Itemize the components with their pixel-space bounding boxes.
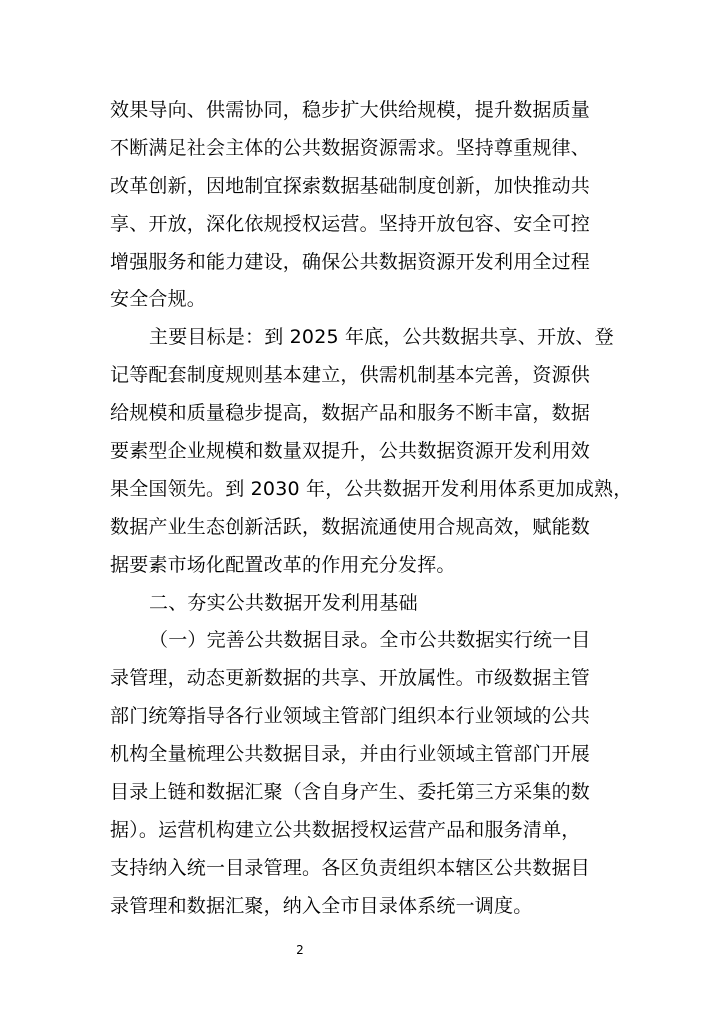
text-line: 增强服务和能力建设，确保公共数据资源开发利用全过程 — [110, 250, 591, 273]
text-line: 不断满足社会主体的公共数据资源需求。坚持尊重规律、 — [110, 136, 591, 159]
text-line: 机构全量梳理公共数据目录，并由行业领域主管部门开展 — [110, 743, 591, 766]
text-line: 享、开放，深化依规授权运营。坚持开放包容、安全可控 — [110, 212, 591, 235]
text-line: 要素型企业规模和数量双提升，公共数据资源开发利用效 — [110, 440, 591, 463]
text-line: 果全国领先。到 2030 年，公共数据开发利用体系更加成熟， — [110, 477, 633, 500]
text-line: 据）。运营机构建立公共数据授权运营产品和服务清单， — [110, 818, 581, 841]
text-line: 安全合规。 — [110, 288, 207, 311]
text-line: 改革创新，因地制宜探索数据基础制度创新，加快推动共 — [110, 174, 591, 197]
text-line: 据要素市场化配置改革的作用充分发挥。 — [110, 553, 456, 576]
section-heading: 二、夯实公共数据开发利用基础 — [149, 591, 418, 614]
body-text — [110, 92, 633, 926]
text-line: 部门统筹指导各行业领域主管部门组织本行业领域的公共 — [110, 705, 591, 728]
text-line: 录管理和数据汇聚，纳入全市目录体系统一调度。 — [110, 894, 533, 917]
text-line: 支持纳入统一目录管理。各区负责组织本辖区公共数据目 — [110, 856, 591, 879]
text-line: 数据产业生态创新活跃，数据流通使用合规高效，赋能数 — [110, 515, 591, 538]
text-line: 效果导向、供需协同，稳步扩大供给规模，提升数据质量 — [110, 99, 591, 121]
text-line: 目录上链和数据汇聚（含自身产生、委托第三方采集的数 — [110, 781, 591, 804]
text-line: 给规模和质量稳步提高，数据产品和服务不断丰富，数据 — [110, 402, 591, 425]
text-line: 记等配套制度规则基本建立，供需机制基本完善，资源供 — [110, 364, 591, 387]
text-line: （一）完善公共数据目录。全市公共数据实行统一目 — [149, 629, 591, 652]
text-line: 主要目标是：到 2025 年底，公共数据共享、开放、登 — [149, 326, 614, 349]
text-line: 录管理，动态更新数据的共享、开放属性。市级数据主管 — [110, 667, 591, 690]
page-number: 2 — [296, 943, 304, 957]
